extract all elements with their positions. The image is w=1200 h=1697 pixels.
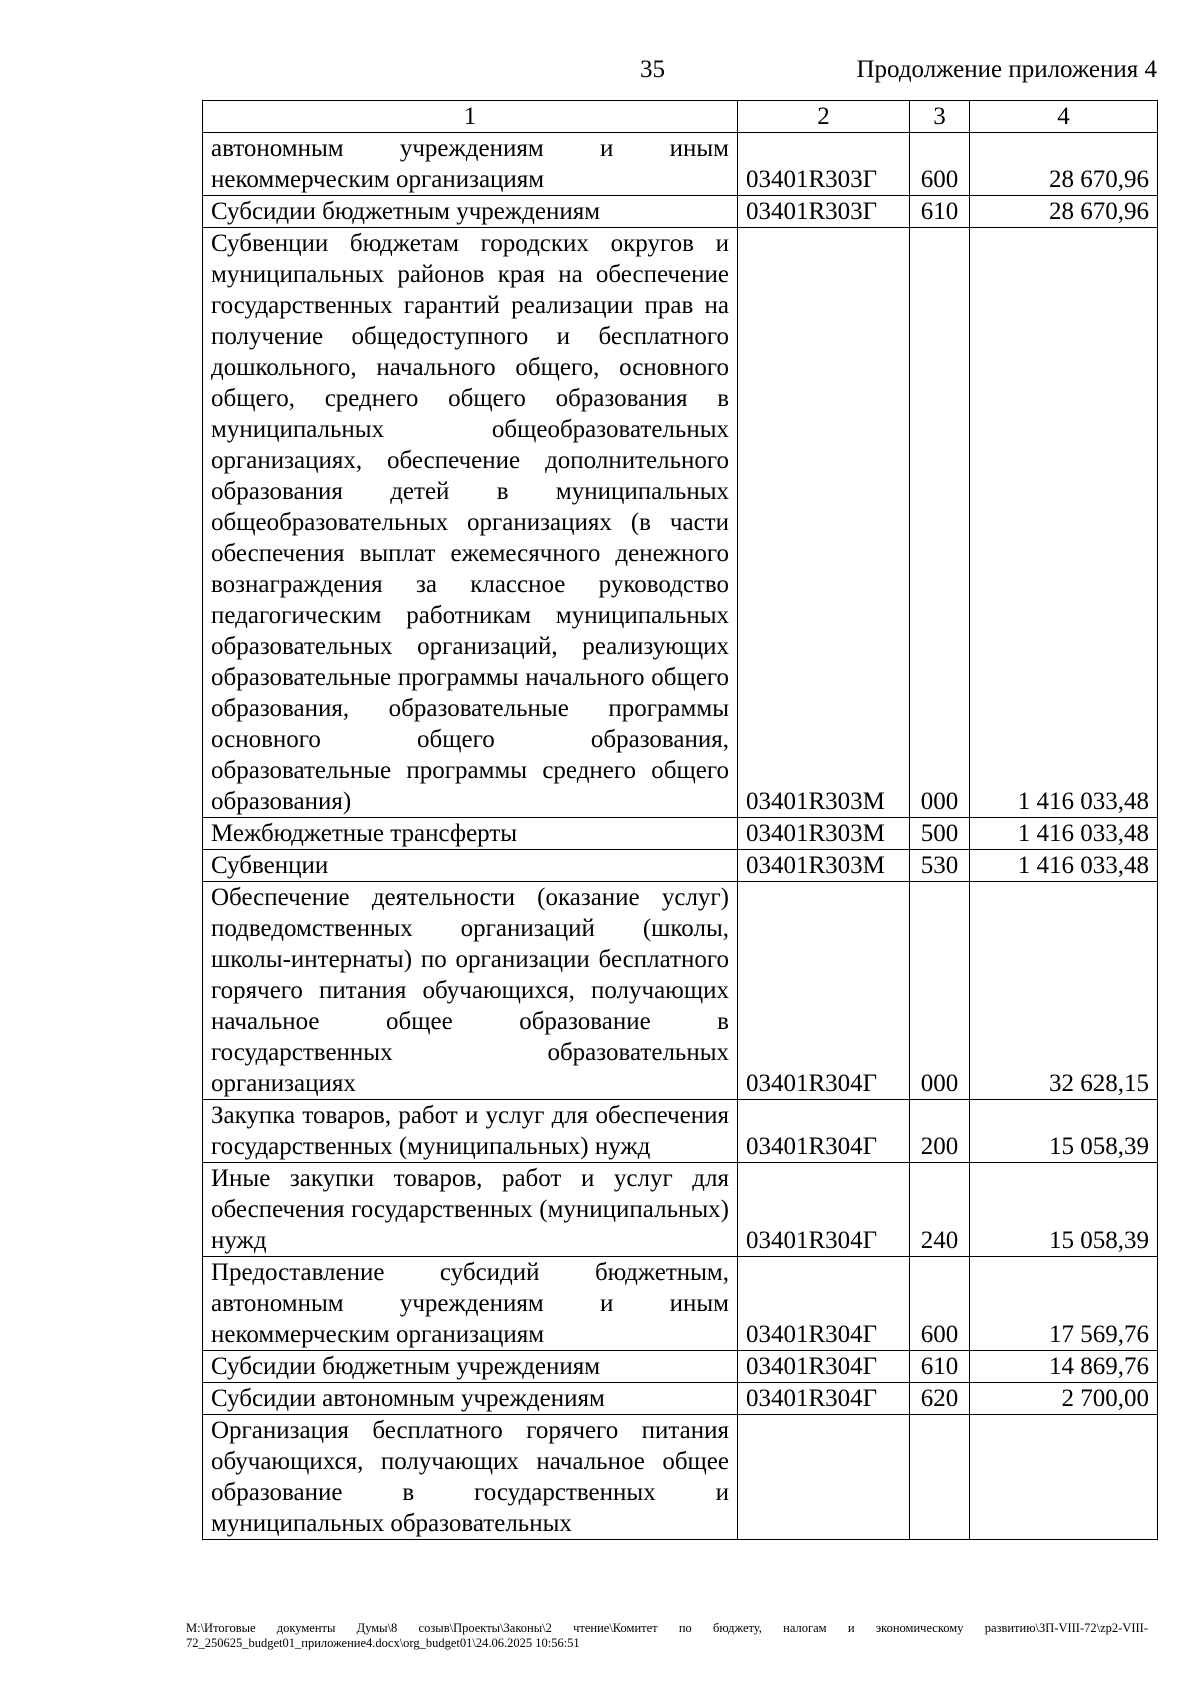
kvr-cell: 610 [910, 1351, 970, 1383]
code-cell: 03401R304Г [738, 1383, 910, 1415]
kvr-cell: 600 [910, 133, 970, 196]
table-row [203, 1415, 1158, 1540]
code-cell: 03401R304Г [738, 1163, 910, 1257]
code-cell: 03401R304Г [738, 1351, 910, 1383]
description-cell: Субсидии автономным учреждениям [203, 1383, 738, 1415]
description-cell: Субсидии бюджетным учреждениям [203, 1351, 738, 1383]
column-header-4: 4 [970, 101, 1158, 133]
kvr-cell: 600 [910, 1257, 970, 1351]
amount-cell: 1 416 033,48 [970, 228, 1158, 818]
amount-cell: 28 670,96 [970, 133, 1158, 196]
kvr-cell: 500 [910, 818, 970, 850]
description-cell: Организация бесплатного горячего питания обучающихся, получающих начальное общее образование в государственных и муниципальных образовательных [203, 1415, 738, 1540]
amount-cell: 15 058,39 [970, 1163, 1158, 1257]
kvr-cell: 000 [910, 228, 970, 818]
table-row [203, 1163, 1158, 1257]
kvr-cell: 000 [910, 882, 970, 1100]
code-cell: 03401R304Г [738, 1257, 910, 1351]
amount-cell: 1 416 033,48 [970, 850, 1158, 882]
code-cell: 03401R303Г [738, 133, 910, 196]
code-cell: 03401R304Г [738, 1100, 910, 1163]
amount-cell [970, 1415, 1158, 1540]
table-row [203, 196, 1158, 228]
table-row [203, 1351, 1158, 1383]
file-path-footer: M:\Итоговые документы Думы\8 созыв\Проекты\Законы\2 чтение\Комитет по бюджету, налогам и экономическому развитию\ЗП-VIII-72\zp2-VIII-72_250625_budget01_приложение4.docx\org_budget01\24.06.2025 10:56:51 [186, 1621, 1148, 1650]
amount-cell: 1 416 033,48 [970, 818, 1158, 850]
description-cell: Закупка товаров, работ и услуг для обеспечения государственных (муниципальных) нужд [203, 1100, 738, 1163]
column-header-1: 1 [203, 101, 738, 133]
description-cell: Иные закупки товаров, работ и услуг для обеспечения государственных (муниципальных) нужд [203, 1163, 738, 1257]
amount-cell: 15 058,39 [970, 1100, 1158, 1163]
kvr-cell: 610 [910, 196, 970, 228]
amount-cell: 2 700,00 [970, 1383, 1158, 1415]
amount-cell: 14 869,76 [970, 1351, 1158, 1383]
description-cell: автономным учреждениям и иным некоммерческим организациям [203, 133, 738, 196]
budget-table [202, 100, 1158, 1540]
table-row [203, 1383, 1158, 1415]
code-cell: 03401R303М [738, 850, 910, 882]
description-cell: Межбюджетные трансферты [203, 818, 738, 850]
kvr-cell: 530 [910, 850, 970, 882]
code-cell: 03401R303Г [738, 196, 910, 228]
code-cell: 03401R303М [738, 228, 910, 818]
description-cell: Обеспечение деятельности (оказание услуг) подведомственных организаций (школы, школы-интернаты) по организации бесплатного горячего питания обучающихся, получающих начальное общее образование в государственных образовательных организациях [203, 882, 738, 1100]
kvr-cell: 240 [910, 1163, 970, 1257]
continuation-title: Продолжение приложения 4 [856, 56, 1157, 83]
kvr-cell: 620 [910, 1383, 970, 1415]
amount-cell: 17 569,76 [970, 1257, 1158, 1351]
budget-table-body [203, 101, 1158, 1540]
code-cell: 03401R303М [738, 818, 910, 850]
table-row [203, 228, 1158, 818]
table-row [203, 1257, 1158, 1351]
code-cell: 03401R304Г [738, 882, 910, 1100]
code-cell [738, 1415, 910, 1540]
kvr-cell: 200 [910, 1100, 970, 1163]
column-header-3: 3 [910, 101, 970, 133]
description-cell: Субвенции [203, 850, 738, 882]
table-header-row [203, 101, 1158, 133]
description-cell: Субвенции бюджетам городских округов и муниципальных районов края на обеспечение государственных гарантий реализации прав на получение общедоступного и бесплатного дошкольного, начального общего, основного общего, среднего общего образования в муниципальных общеобразовательных организациях, обеспечение дополнительного образования детей в муниципальных общеобразовательных организациях (в части обеспечения выплат ежемесячного денежного вознаграждения за классное руководство педагогическим работникам муниципальных образовательных организаций, реализующих образовательные программы начального общего образования, образовательные программы основного общего образования, образовательные программы среднего общего образования) [203, 228, 738, 818]
description-cell: Предоставление субсидий бюджетным, автономным учреждениям и иным некоммерческим организациям [203, 1257, 738, 1351]
table-row [203, 1100, 1158, 1163]
kvr-cell [910, 1415, 970, 1540]
page-number: 35 [640, 56, 665, 83]
amount-cell: 32 628,15 [970, 882, 1158, 1100]
column-header-2: 2 [738, 101, 910, 133]
amount-cell: 28 670,96 [970, 196, 1158, 228]
description-cell: Субсидии бюджетным учреждениям [203, 196, 738, 228]
table-row [203, 850, 1158, 882]
table-row [203, 133, 1158, 196]
table-row [203, 818, 1158, 850]
table-row [203, 882, 1158, 1100]
